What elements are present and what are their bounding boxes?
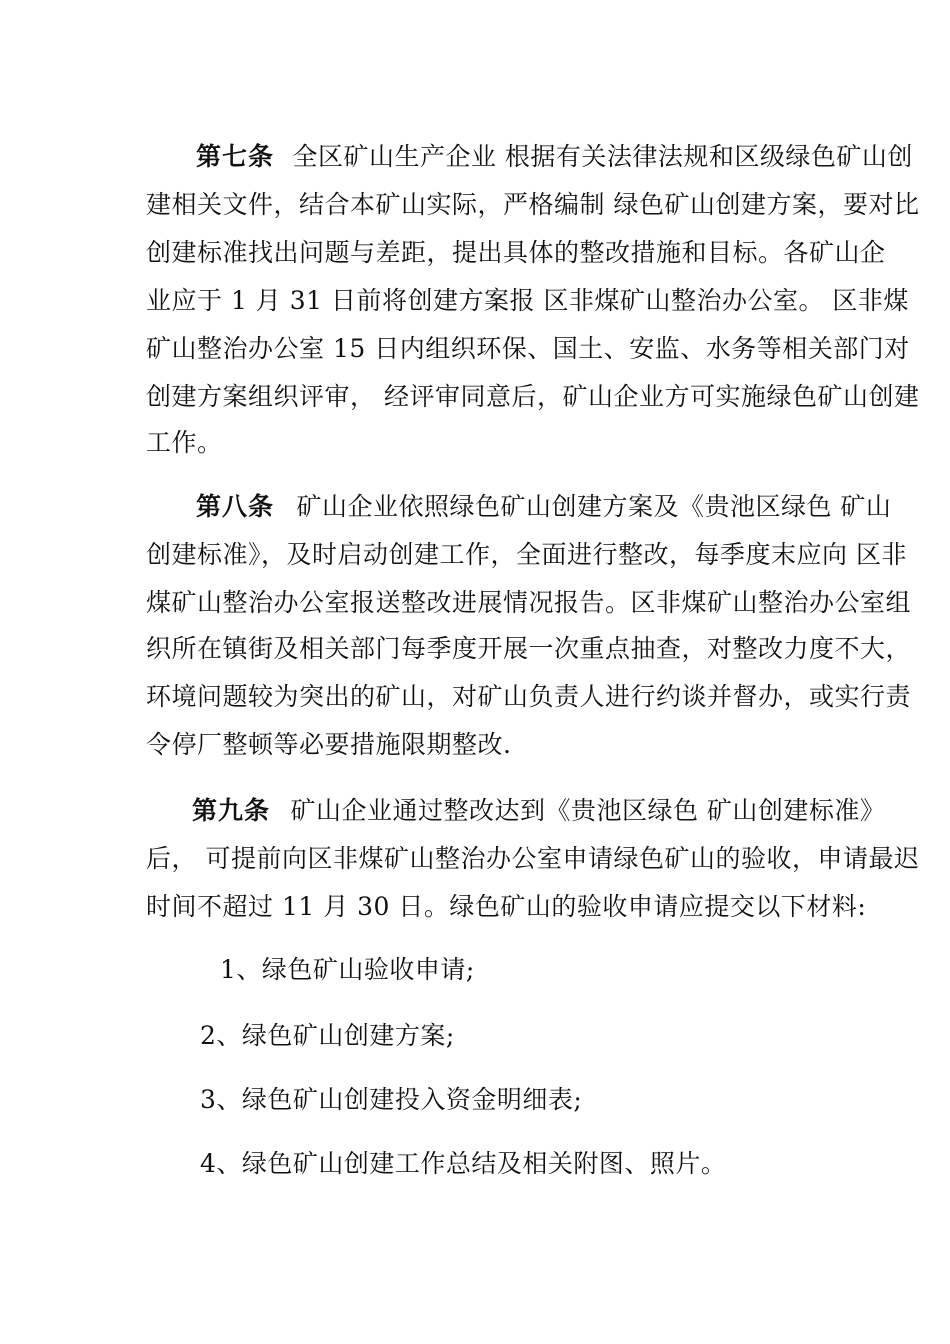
article9-first-line <box>192 795 885 827</box>
article8-text-line: 织所在镇街及相关部门每季度开展一次重点抽查，对整改力度不大， <box>146 634 912 663</box>
article7-text-line: 矿山整治办公室 15 日内组织环保、国土、安监、水务等相关部门对 <box>146 334 910 363</box>
article8-text-line: 创建标准》，及时启动创建工作，全面进行整改，每季度末应向 区非 <box>146 540 907 569</box>
article8-first-line <box>196 491 891 523</box>
material-list-item: 4、绿色矿山创建工作总结及相关附图、照片。 <box>200 1149 727 1178</box>
article9-text-line: 时间不超过 11 月 30 日。绿色矿山的验收申请应提交以下材料: <box>146 892 867 921</box>
article7-text-line: 业应于 1 月 31 日前将创建方案报 区非煤矿山整治办公室。 区非煤 <box>146 286 909 315</box>
article8-text-line: 煤矿山整治办公室报送整改进展情况报告。区非煤矿山整治办公室组 <box>146 588 912 617</box>
article7-first-line <box>196 141 913 173</box>
article7-text-line: 创建标准找出问题与差距，提出具体的整改措施和目标。各矿山企 <box>146 238 886 267</box>
material-list-item: 1、绿色矿山验收申请; <box>220 955 475 984</box>
article7-text-line: 建相关文件，结合本矿山实际，严格编制 绿色矿山创建方案，要对比 <box>146 190 920 219</box>
article9-text-line: 矿山企业通过整改达到《贵池区绿色 矿山创建标准》 <box>290 796 886 825</box>
article7-text-line: 全区矿山生产企业 根据有关法律法规和区级绿色矿山创 <box>292 142 913 171</box>
material-list-item: 3、绿色矿山创建投入资金明细表; <box>200 1085 583 1114</box>
article8-text-line: 环境问题较为突出的矿山，对矿山负责人进行约谈并督办，或实行责 <box>146 682 912 711</box>
article8-text-line: 令停厂整顿等必要措施限期整改. <box>146 730 512 759</box>
article7-label: 第七条 <box>196 142 275 171</box>
article8-label: 第八条 <box>196 492 275 521</box>
article9-text-line: 后， 可提前向区非煤矿山整治办公室申请绿色矿山的验收，申请最迟 <box>146 844 920 873</box>
article7-text-line: 创建方案组织评审， 经评审同意后，矿山企业方可实施绿色矿山创建 <box>146 382 920 411</box>
article9-label: 第九条 <box>192 796 271 825</box>
article7-text-line: 工作。 <box>146 428 223 457</box>
material-list-item: 2、绿色矿山创建方案; <box>200 1021 455 1050</box>
article8-text-line: 矿山企业依照绿色矿山创建方案及《贵池区绿色 矿山 <box>296 492 892 521</box>
